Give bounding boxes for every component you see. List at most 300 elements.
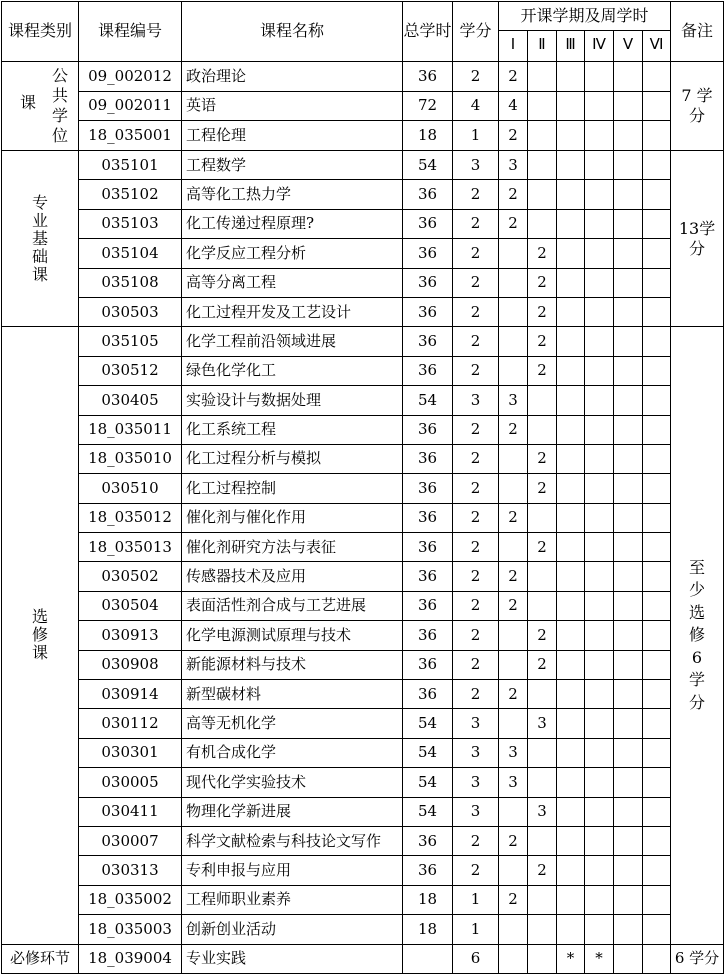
semester-hours-cell (643, 209, 671, 238)
semester-hours-cell (528, 768, 557, 797)
semester-hours-cell (557, 415, 585, 444)
course-name: 物理化学新进展 (182, 797, 403, 826)
note-cell (671, 327, 724, 944)
course-name: 高等分离工程 (182, 268, 403, 297)
semester-hours-cell (643, 151, 671, 180)
course-name: 英语 (182, 91, 403, 121)
course-code: 18_035012 (79, 503, 182, 532)
semester-hours-cell (614, 268, 643, 297)
semester-hours-cell (585, 121, 614, 151)
semester-hours-cell (557, 91, 585, 121)
course-row (2, 680, 724, 709)
semester-hours-cell (614, 562, 643, 591)
course-hours: 36 (403, 239, 453, 268)
semester-hours-cell (643, 562, 671, 591)
course-name: 高等无机化学 (182, 709, 403, 738)
course-row (2, 826, 724, 855)
course-hours: 54 (403, 797, 453, 826)
course-hours: 18 (403, 885, 453, 914)
semester-hours-cell (643, 444, 671, 473)
course-credits: 2 (453, 415, 499, 444)
semester-hours-cell (557, 562, 585, 591)
semester-hours-cell (585, 885, 614, 914)
course-credits: 4 (453, 91, 499, 121)
semester-hours-cell (614, 444, 643, 473)
semester-hours-cell (557, 797, 585, 826)
course-name: 传感器技术及应用 (182, 562, 403, 591)
semester-hours-cell: 2 (499, 826, 528, 855)
course-credits: 2 (453, 591, 499, 620)
semester-hours-cell (614, 151, 643, 180)
course-credits: 2 (453, 297, 499, 326)
course-credits: 3 (453, 797, 499, 826)
course-credits: 2 (453, 62, 499, 92)
semester-hours-cell (614, 591, 643, 620)
semester-hours-cell (557, 356, 585, 385)
course-credits: 3 (453, 768, 499, 797)
semester-hours-cell (585, 680, 614, 709)
semester-hours-cell (643, 91, 671, 121)
course-name: 催化剂与催化作用 (182, 503, 403, 532)
course-credits: 1 (453, 885, 499, 914)
semester-hours-cell: 3 (499, 151, 528, 180)
course-name: 专业实践 (182, 944, 403, 973)
semester-hours-cell (643, 415, 671, 444)
course-code: 035103 (79, 209, 182, 238)
semester-hours-cell (557, 738, 585, 767)
semester-hours-cell (528, 121, 557, 151)
header-credits: 学分 (453, 2, 499, 62)
semester-hours-cell (585, 797, 614, 826)
course-name: 科学文献检索与科技论文写作 (182, 826, 403, 855)
semester-hours-cell (528, 151, 557, 180)
semester-hours-cell: 2 (499, 415, 528, 444)
semester-hours-cell (643, 62, 671, 92)
header-semester-5: Ⅴ (614, 31, 643, 62)
course-name: 创新创业活动 (182, 915, 403, 944)
course-name: 化工过程分析与模拟 (182, 444, 403, 473)
course-name: 实验设计与数据处理 (182, 386, 403, 415)
course-code: 030112 (79, 709, 182, 738)
semester-hours-cell (499, 268, 528, 297)
course-credits: 2 (453, 209, 499, 238)
semester-hours-cell (643, 680, 671, 709)
semester-hours-cell (528, 826, 557, 855)
semester-hours-cell (557, 268, 585, 297)
semester-hours-cell (643, 591, 671, 620)
course-credits: 2 (453, 356, 499, 385)
semester-hours-cell: 2 (528, 621, 557, 650)
semester-hours-cell (528, 680, 557, 709)
semester-hours-cell (585, 915, 614, 944)
category-cell (2, 327, 79, 944)
semester-hours-cell: 2 (528, 856, 557, 885)
header-row-top (2, 2, 724, 31)
course-hours: 36 (403, 680, 453, 709)
category-cell (2, 151, 79, 327)
semester-hours-cell (499, 474, 528, 503)
course-row (2, 444, 724, 473)
course-row (2, 591, 724, 620)
semester-hours-cell (614, 709, 643, 738)
course-name: 工程师职业素养 (182, 885, 403, 914)
course-code: 030005 (79, 768, 182, 797)
semester-hours-cell (499, 297, 528, 326)
course-credits: 1 (453, 121, 499, 151)
semester-hours-cell (614, 885, 643, 914)
course-row (2, 62, 724, 92)
course-code: 030301 (79, 738, 182, 767)
semester-hours-cell (614, 356, 643, 385)
semester-hours-cell (585, 356, 614, 385)
semester-hours-cell (528, 503, 557, 532)
semester-hours-cell: 2 (528, 268, 557, 297)
semester-hours-cell (585, 533, 614, 562)
semester-hours-cell (528, 386, 557, 415)
category-part: 课 (20, 93, 37, 112)
semester-hours-cell (614, 768, 643, 797)
course-name: 表面活性剂合成与工艺进展 (182, 591, 403, 620)
course-credits: 2 (453, 268, 499, 297)
semester-hours-cell (643, 885, 671, 914)
category-cell (2, 62, 79, 151)
course-hours: 36 (403, 327, 453, 356)
semester-hours-cell (585, 738, 614, 767)
semester-hours-cell (528, 944, 557, 973)
course-code: 18_035013 (79, 533, 182, 562)
course-hours: 36 (403, 180, 453, 209)
semester-hours-cell (528, 180, 557, 209)
header-semester-6: Ⅵ (643, 31, 671, 62)
course-code: 030503 (79, 297, 182, 326)
course-credits: 1 (453, 915, 499, 944)
semester-hours-cell (643, 533, 671, 562)
semester-hours-cell (499, 239, 528, 268)
course-hours: 36 (403, 562, 453, 591)
semester-hours-cell (557, 768, 585, 797)
semester-hours-cell: 3 (528, 797, 557, 826)
semester-hours-cell: 3 (499, 738, 528, 767)
semester-hours-cell (557, 826, 585, 855)
course-code: 09_002011 (79, 91, 182, 121)
course-hours: 54 (403, 386, 453, 415)
category-label: 选修课 (32, 607, 49, 663)
semester-hours-cell (643, 797, 671, 826)
header-name: 课程名称 (182, 2, 403, 62)
header-semester-4: Ⅳ (585, 31, 614, 62)
semester-hours-cell (557, 209, 585, 238)
course-row (2, 856, 724, 885)
semester-hours-cell (585, 621, 614, 650)
semester-hours-cell (614, 533, 643, 562)
semester-hours-cell (585, 591, 614, 620)
semester-hours-cell: 2 (499, 209, 528, 238)
semester-hours-cell (557, 856, 585, 885)
header-semester-2: Ⅱ (528, 31, 557, 62)
course-row (2, 562, 724, 591)
semester-hours-cell (643, 327, 671, 356)
course-row (2, 91, 724, 121)
course-hours: 18 (403, 915, 453, 944)
category-label: 专业基础课 (32, 192, 49, 284)
semester-hours-cell (643, 621, 671, 650)
course-name: 化工系统工程 (182, 415, 403, 444)
course-hours: 36 (403, 268, 453, 297)
course-code: 030913 (79, 621, 182, 650)
course-row (2, 209, 724, 238)
course-hours: 54 (403, 768, 453, 797)
course-hours: 72 (403, 91, 453, 121)
semester-hours-cell (643, 650, 671, 679)
course-hours: 36 (403, 826, 453, 855)
semester-hours-cell (557, 474, 585, 503)
header-semester-3: Ⅲ (557, 31, 585, 62)
semester-hours-cell (585, 268, 614, 297)
semester-hours-cell: 2 (528, 297, 557, 326)
course-row (2, 621, 724, 650)
course-hours: 36 (403, 356, 453, 385)
category-part: 公共学位 (52, 66, 69, 145)
course-hours: 36 (403, 650, 453, 679)
course-credits: 2 (453, 327, 499, 356)
semester-hours-cell (614, 91, 643, 121)
semester-hours-cell (528, 562, 557, 591)
semester-hours-cell (557, 650, 585, 679)
semester-hours-cell (585, 151, 614, 180)
semester-hours-cell (614, 62, 643, 92)
course-code: 030411 (79, 797, 182, 826)
semester-hours-cell: 3 (499, 768, 528, 797)
course-name: 专利申报与应用 (182, 856, 403, 885)
course-hours: 54 (403, 738, 453, 767)
semester-hours-cell (557, 621, 585, 650)
course-credits: 2 (453, 856, 499, 885)
semester-hours-cell (499, 944, 528, 973)
course-row (2, 121, 724, 151)
course-hours: 36 (403, 209, 453, 238)
semester-hours-cell (585, 415, 614, 444)
semester-hours-cell (499, 621, 528, 650)
course-name: 政治理论 (182, 62, 403, 92)
course-row (2, 239, 724, 268)
course-name: 工程数学 (182, 151, 403, 180)
course-hours: 18 (403, 121, 453, 151)
semester-hours-cell (557, 386, 585, 415)
course-code: 030405 (79, 386, 182, 415)
semester-hours-cell (614, 856, 643, 885)
semester-hours-cell (585, 239, 614, 268)
semester-hours-cell (614, 209, 643, 238)
course-credits: 2 (453, 533, 499, 562)
semester-hours-cell (614, 239, 643, 268)
semester-hours-cell: 2 (499, 62, 528, 92)
course-row (2, 944, 724, 973)
course-name: 新能源材料与技术 (182, 650, 403, 679)
header-hours: 总学时 (403, 2, 453, 62)
course-credits: 2 (453, 474, 499, 503)
course-name: 化学反应工程分析 (182, 239, 403, 268)
semester-hours-cell (614, 680, 643, 709)
header-semester-group: 开课学期及周学时 (499, 2, 671, 31)
semester-hours-cell (528, 591, 557, 620)
semester-hours-cell: 2 (499, 121, 528, 151)
semester-hours-cell (614, 121, 643, 151)
semester-hours-cell (557, 121, 585, 151)
course-row (2, 151, 724, 180)
semester-hours-cell (614, 797, 643, 826)
note-label: 7 学分 (681, 86, 713, 125)
course-code: 18_035001 (79, 121, 182, 151)
semester-hours-cell: 2 (528, 356, 557, 385)
course-code: 030007 (79, 826, 182, 855)
course-name: 有机合成化学 (182, 738, 403, 767)
note-cell (671, 62, 724, 151)
course-name: 工程伦理 (182, 121, 403, 151)
semester-hours-cell: 2 (499, 562, 528, 591)
note-cell (671, 151, 724, 327)
course-credits: 2 (453, 503, 499, 532)
header-note: 备注 (671, 2, 724, 62)
semester-hours-cell (499, 797, 528, 826)
semester-hours-cell (499, 356, 528, 385)
semester-hours-cell (614, 297, 643, 326)
semester-hours-cell (557, 151, 585, 180)
course-row (2, 474, 724, 503)
semester-hours-cell (557, 239, 585, 268)
course-hours: 54 (403, 709, 453, 738)
semester-hours-cell (585, 91, 614, 121)
semester-hours-cell (643, 474, 671, 503)
note-label: 13学分 (678, 218, 716, 258)
semester-hours-cell (557, 180, 585, 209)
semester-hours-cell (643, 239, 671, 268)
course-code: 030908 (79, 650, 182, 679)
semester-hours-cell (643, 297, 671, 326)
course-name: 催化剂研究方法与表征 (182, 533, 403, 562)
semester-hours-cell (585, 503, 614, 532)
course-code: 18_035011 (79, 415, 182, 444)
course-row (2, 503, 724, 532)
semester-hours-cell (528, 738, 557, 767)
course-row (2, 297, 724, 326)
course-name: 化工传递过程原理? (182, 209, 403, 238)
course-hours: 36 (403, 474, 453, 503)
course-row (2, 327, 724, 356)
semester-hours-cell: 2 (528, 327, 557, 356)
semester-hours-cell (585, 856, 614, 885)
semester-hours-cell: 2 (528, 650, 557, 679)
semester-hours-cell (643, 386, 671, 415)
course-name: 绿色化学化工 (182, 356, 403, 385)
course-hours: 36 (403, 533, 453, 562)
semester-hours-cell (585, 62, 614, 92)
semester-hours-cell (499, 533, 528, 562)
semester-hours-cell (614, 180, 643, 209)
course-code: 18_035002 (79, 885, 182, 914)
semester-hours-cell (499, 915, 528, 944)
course-credits: 3 (453, 151, 499, 180)
semester-hours-cell (643, 709, 671, 738)
semester-hours-cell (614, 327, 643, 356)
course-credits: 3 (453, 738, 499, 767)
semester-hours-cell: 2 (499, 503, 528, 532)
course-row (2, 915, 724, 944)
course-name: 高等化工热力学 (182, 180, 403, 209)
semester-hours-cell (557, 885, 585, 914)
course-code: 030313 (79, 856, 182, 885)
course-row (2, 797, 724, 826)
semester-hours-cell (557, 444, 585, 473)
semester-hours-cell: * (557, 944, 585, 973)
course-code: 18_035003 (79, 915, 182, 944)
semester-hours-cell (614, 386, 643, 415)
header-category: 课程类别 (2, 2, 79, 62)
course-hours: 36 (403, 856, 453, 885)
course-name: 化学电源测试原理与技术 (182, 621, 403, 650)
course-code: 030510 (79, 474, 182, 503)
semester-hours-cell (585, 826, 614, 855)
course-code: 035104 (79, 239, 182, 268)
semester-hours-cell (614, 915, 643, 944)
course-credits: 6 (453, 944, 499, 973)
semester-hours-cell (643, 915, 671, 944)
semester-hours-cell (585, 386, 614, 415)
semester-hours-cell (585, 562, 614, 591)
course-credits: 3 (453, 386, 499, 415)
semester-hours-cell (643, 944, 671, 973)
semester-hours-cell (643, 768, 671, 797)
semester-hours-cell (557, 503, 585, 532)
course-row (2, 180, 724, 209)
semester-hours-cell (557, 297, 585, 326)
semester-hours-cell (499, 327, 528, 356)
course-hours: 36 (403, 503, 453, 532)
course-credits: 2 (453, 680, 499, 709)
course-row (2, 533, 724, 562)
semester-hours-cell: 3 (499, 386, 528, 415)
semester-hours-cell (614, 650, 643, 679)
semester-hours-cell (528, 209, 557, 238)
semester-hours-cell (528, 62, 557, 92)
course-code: 09_002012 (79, 62, 182, 92)
semester-hours-cell (643, 856, 671, 885)
course-credits: 2 (453, 444, 499, 473)
semester-hours-cell (585, 209, 614, 238)
course-code: 035101 (79, 151, 182, 180)
course-row (2, 650, 724, 679)
course-row (2, 768, 724, 797)
course-code: 030512 (79, 356, 182, 385)
semester-hours-cell (499, 856, 528, 885)
semester-hours-cell: 2 (528, 474, 557, 503)
semester-hours-cell (585, 297, 614, 326)
semester-hours-cell: 2 (499, 591, 528, 620)
course-hours: 36 (403, 444, 453, 473)
semester-hours-cell (585, 474, 614, 503)
course-credits: 2 (453, 826, 499, 855)
course-row (2, 268, 724, 297)
semester-hours-cell (643, 268, 671, 297)
course-name: 化工过程控制 (182, 474, 403, 503)
semester-hours-cell (499, 650, 528, 679)
semester-hours-cell (614, 826, 643, 855)
course-name: 现代化学实验技术 (182, 768, 403, 797)
course-schedule-table (1, 1, 724, 974)
semester-hours-cell (614, 738, 643, 767)
course-credits: 2 (453, 180, 499, 209)
semester-hours-cell: * (585, 944, 614, 973)
course-row (2, 386, 724, 415)
